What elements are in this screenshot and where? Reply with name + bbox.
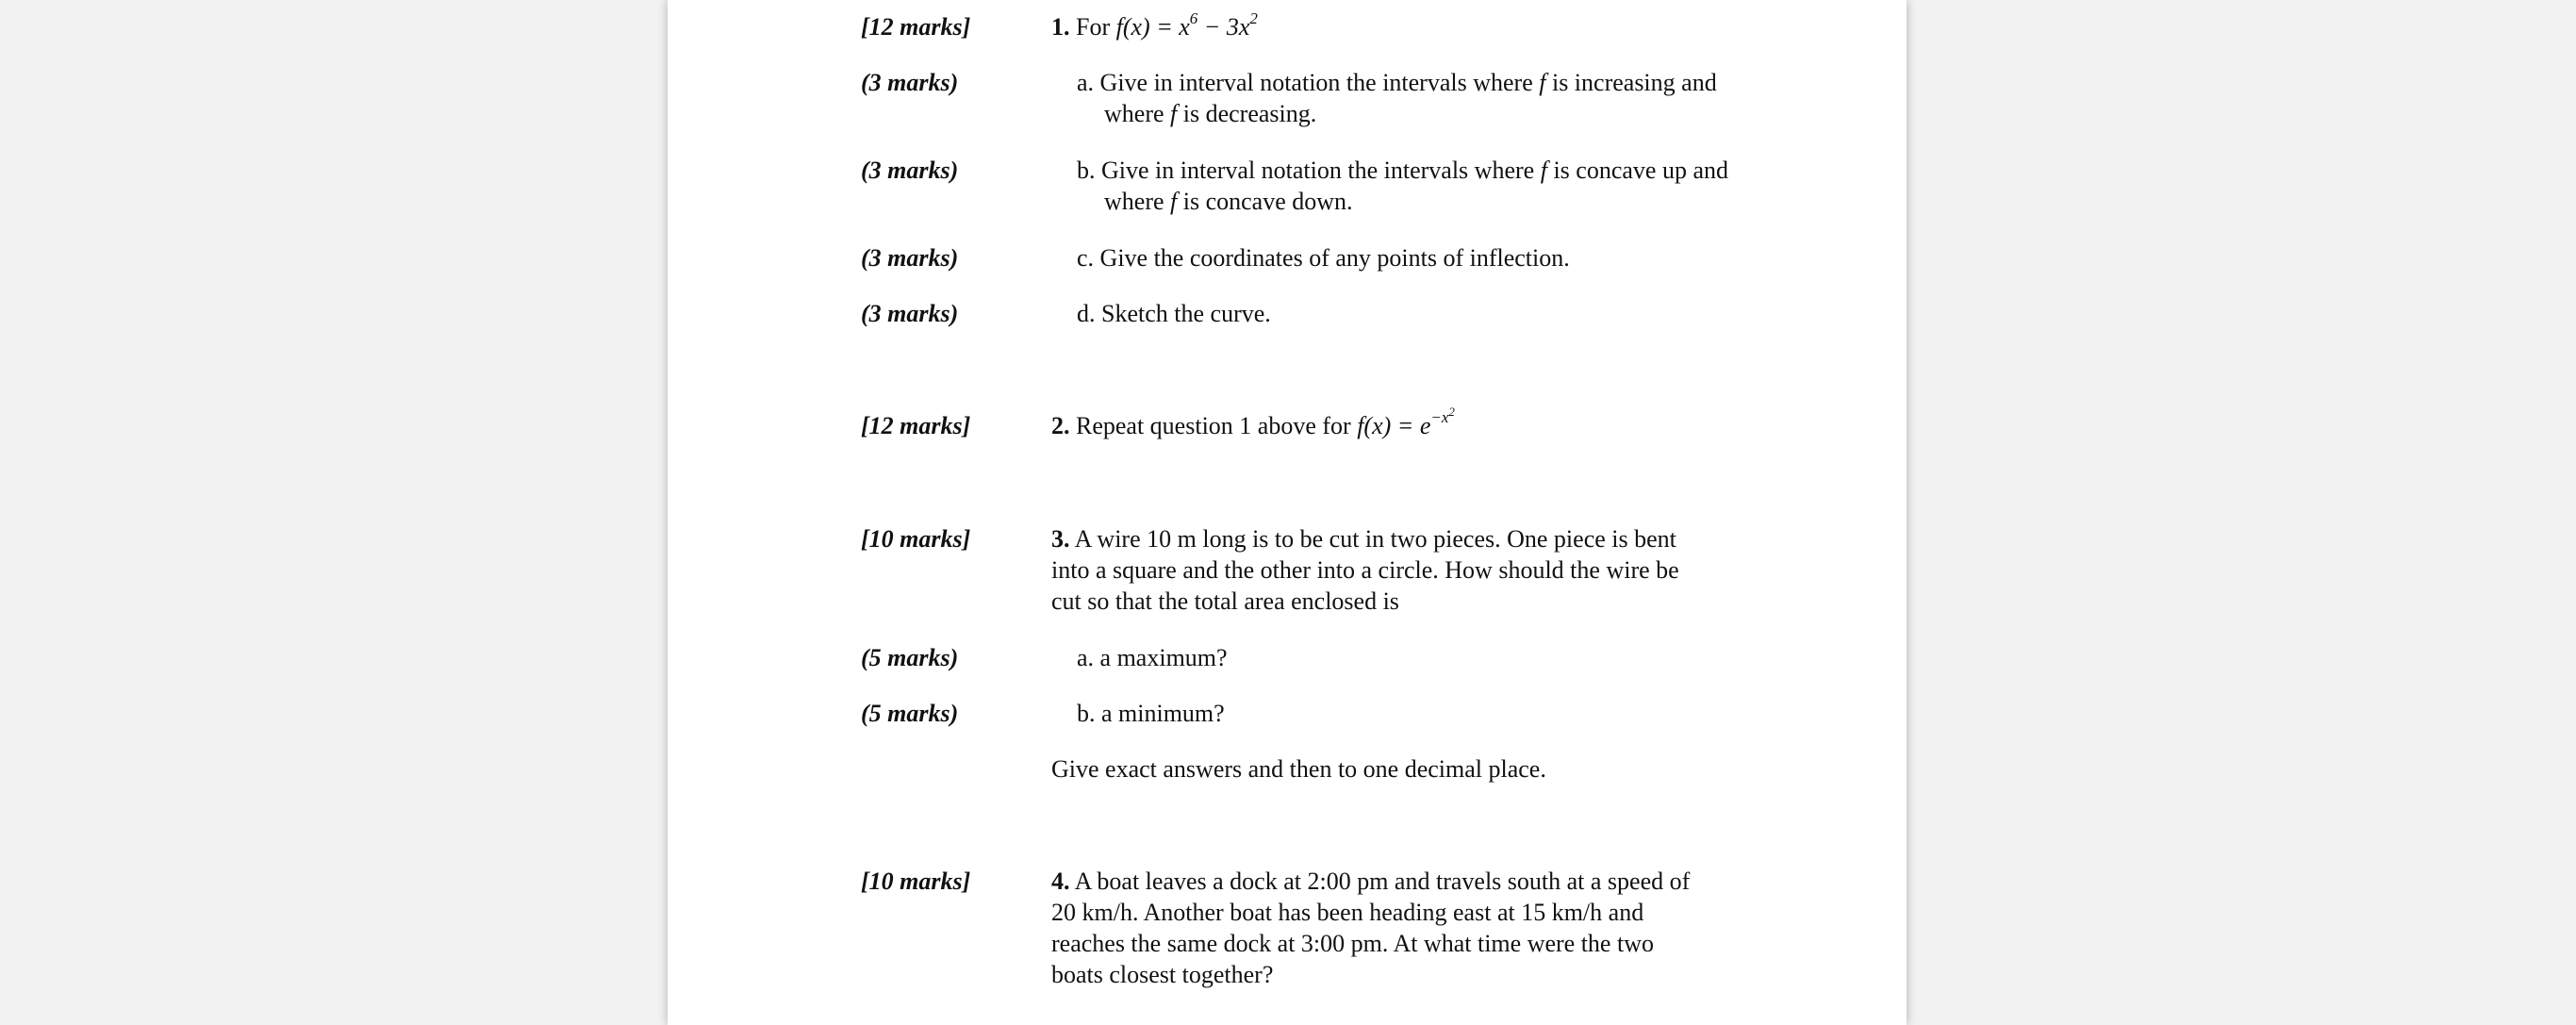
question-2-number: 2. — [1051, 412, 1070, 439]
question-1b-marks: (3 marks) — [861, 157, 959, 184]
question-3-number: 3. — [1051, 525, 1070, 553]
question-4-body: A boat leaves a dock at 2:00 pm and travels south at a speed of 20 km/h. Another boat has been heading east at 15 km/h and reaches the same dock at 3:00 pm. At what time were the two boats closest together? — [1051, 868, 1691, 988]
question-3b-marks: (5 marks) — [861, 700, 959, 727]
document-page — [668, 0, 1907, 1025]
question-4-text — [1051, 866, 1711, 990]
question-1b-text: b. Give in interval notation the intervals where f is concave up and where f is concave down. — [1077, 157, 1728, 215]
question-2-function: $f(x) = e^{-x^2}$ — [1357, 404, 1455, 439]
question-1a-marks: (3 marks) — [861, 69, 959, 96]
question-1-number: 1. — [1051, 13, 1070, 41]
question-1d-text: d. Sketch the curve. — [1077, 300, 1271, 327]
question-3-body: A wire 10 m long is to be cut in two pieces. One piece is bent into a square and the other into a circle. How should the wire be cut so that the total area enclosed is — [1051, 525, 1679, 615]
question-4-marks: [10 marks] — [861, 868, 971, 895]
question-3a-text: a. a maximum? — [1077, 644, 1228, 671]
question-1c-marks: (3 marks) — [861, 244, 959, 272]
question-3-text — [1051, 523, 1711, 617]
question-1-function: $f(x) = x^6 - 3x^2$ — [1115, 9, 1258, 41]
question-1a-text: a. Give in interval notation the intervals where f is increasing and where f is decreasing. — [1077, 69, 1717, 127]
question-3-note-text: Give exact answers and then to one decimal place. — [1051, 755, 1546, 783]
question-1d-marks: (3 marks) — [861, 300, 959, 327]
question-2-text — [1051, 404, 1711, 441]
question-2-marks: [12 marks] — [861, 412, 971, 439]
question-3-marks: [10 marks] — [861, 525, 971, 553]
question-3a-marks: (5 marks) — [861, 644, 959, 671]
question-2-intro: Repeat question 1 above for — [1076, 412, 1358, 439]
question-1c-text: c. Give the coordinates of any points of inflection. — [1077, 244, 1570, 272]
question-1-intro: For — [1076, 13, 1111, 41]
question-1-marks: [12 marks] — [861, 13, 971, 41]
question-4-number: 4. — [1051, 868, 1070, 895]
question-3b-text: b. a minimum? — [1077, 700, 1225, 727]
question-1-text — [1051, 11, 1711, 42]
